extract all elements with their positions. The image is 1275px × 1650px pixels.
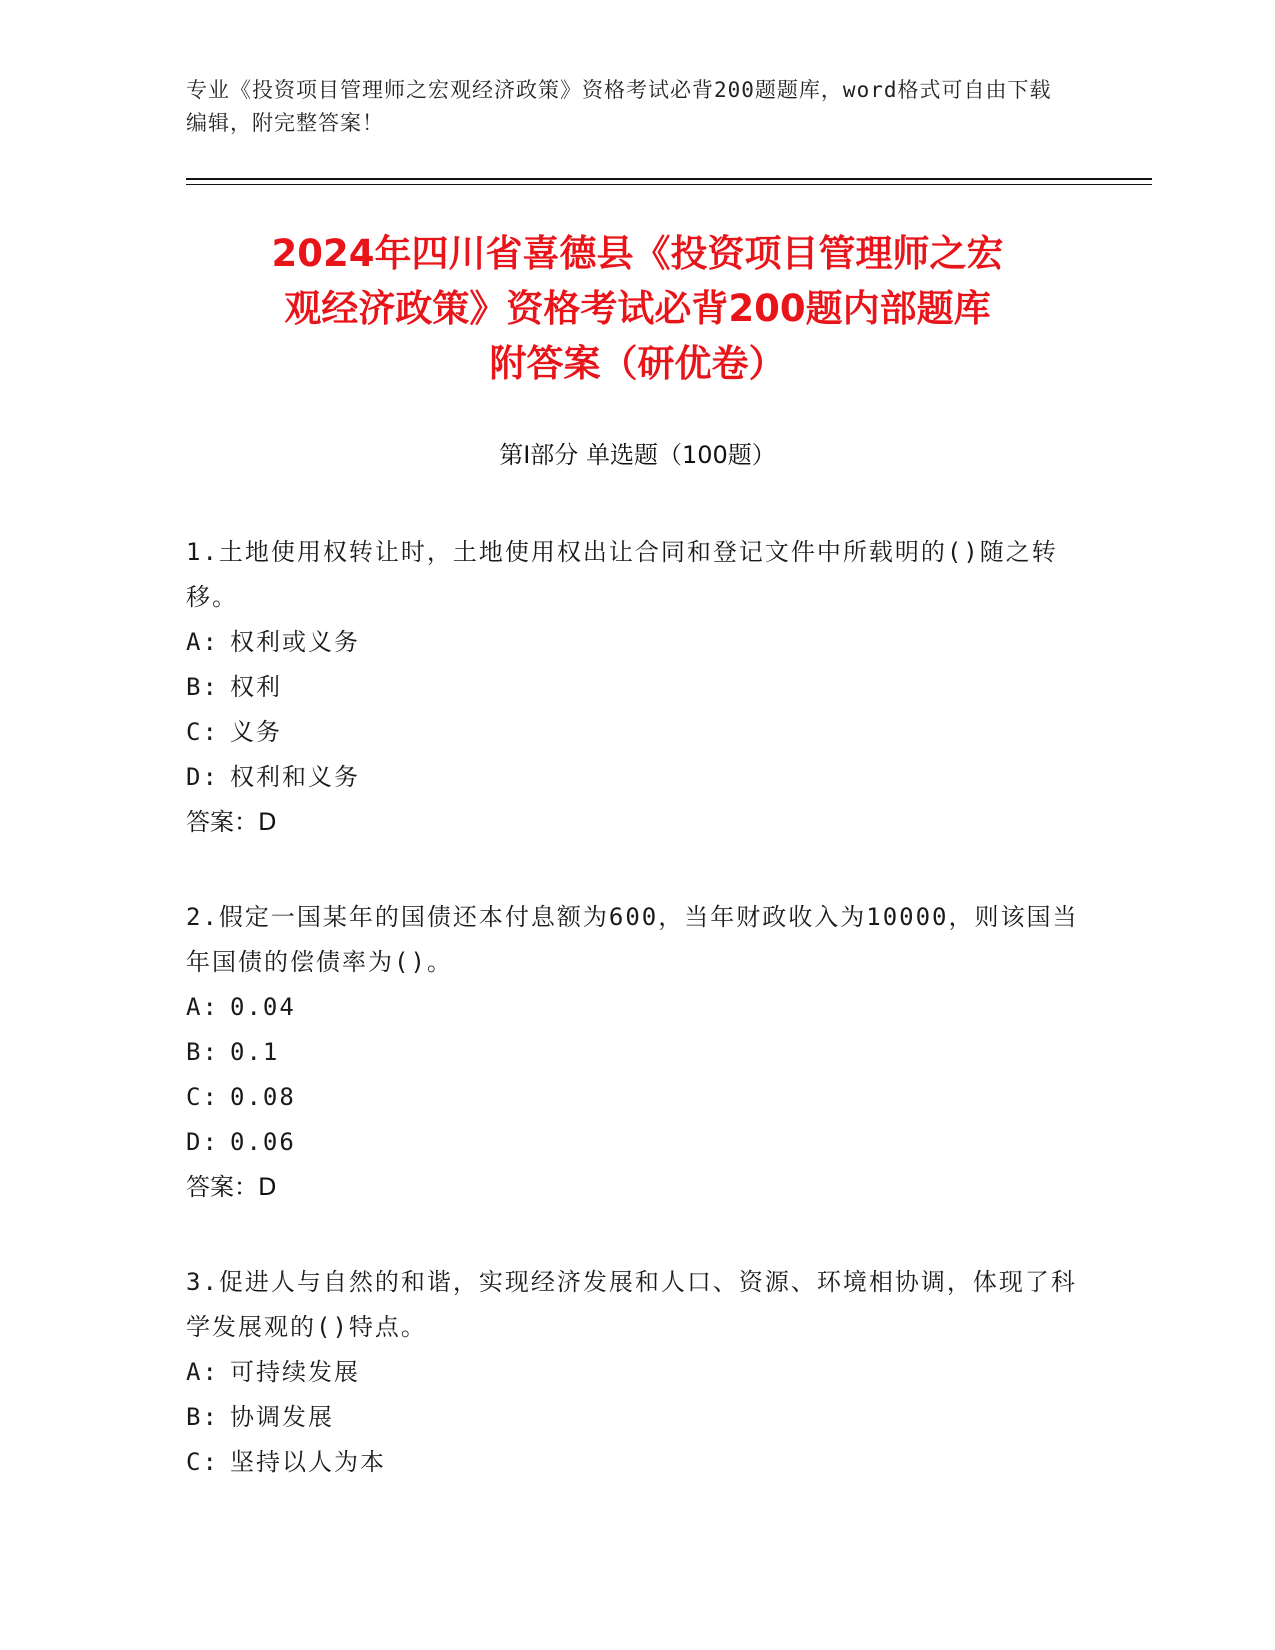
question-stem: 1.土地使用权转让时，土地使用权出让合同和登记文件中所载明的()随之转移。: [186, 538, 1058, 611]
option-text: 协调发展: [230, 1403, 334, 1431]
question-stem: 3.促进人与自然的和谐，实现经济发展和人口、资源、环境相协调，体现了科学发展观的()特点。: [186, 1268, 1077, 1341]
option-text: 义务: [230, 718, 282, 746]
header-note: 专业《投资项目管理师之宏观经济政策》资格考试必背200题题库，word格式可自由下载编辑，附完整答案！: [186, 78, 1052, 135]
option-text: 权利和义务: [230, 763, 360, 791]
document-title-line-2: 观经济政策》资格考试必背200题内部题库: [284, 287, 991, 330]
option-a: [186, 985, 1086, 1030]
option-letter: A:: [186, 628, 219, 656]
option-b: [186, 665, 1086, 710]
option-d: [186, 755, 1086, 800]
answer: 答案：D: [186, 808, 277, 836]
option-letter: B:: [186, 1403, 219, 1431]
option-c: [186, 1075, 1086, 1120]
question-3: [186, 1260, 1086, 1485]
option-c: [186, 710, 1086, 755]
option-text: 权利: [230, 673, 282, 701]
header-divider-thick: [186, 178, 1152, 180]
option-letter: C:: [186, 1083, 219, 1111]
option-letter: D:: [186, 763, 219, 791]
option-letter: B:: [186, 673, 219, 701]
section-heading: 第I部分 单选题（100题）: [499, 441, 776, 469]
option-b: [186, 1030, 1086, 1075]
question-1: [186, 530, 1086, 845]
document-title-line-1: 2024年四川省喜德县《投资项目管理师之宏: [271, 232, 1004, 275]
option-text: 0.04: [230, 993, 296, 1021]
header-divider-thin: [186, 184, 1152, 185]
option-c: [186, 1440, 1086, 1485]
question-list: [186, 530, 1086, 1535]
option-d: [186, 1120, 1086, 1165]
option-text: 0.08: [230, 1083, 296, 1111]
document-title-line-3: 附答案（研优卷）: [489, 342, 786, 385]
option-letter: C:: [186, 1448, 219, 1476]
option-text: 权利或义务: [230, 628, 360, 656]
option-b: [186, 1395, 1086, 1440]
option-text: 0.06: [230, 1128, 296, 1156]
option-a: [186, 620, 1086, 665]
option-letter: D:: [186, 1128, 219, 1156]
option-letter: B:: [186, 1038, 219, 1066]
option-a: [186, 1350, 1086, 1395]
question-stem: 2.假定一国某年的国债还本付息额为600，当年财政收入为10000，则该国当年国债的偿债率为()。: [186, 903, 1079, 976]
option-text: 坚持以人为本: [230, 1448, 386, 1476]
answer: 答案：D: [186, 1173, 277, 1201]
option-letter: C:: [186, 718, 219, 746]
option-letter: A:: [186, 993, 219, 1021]
option-text: 0.1: [230, 1038, 280, 1066]
document-title: [160, 226, 1115, 391]
option-letter: A:: [186, 1358, 219, 1386]
option-text: 可持续发展: [230, 1358, 360, 1386]
question-2: [186, 895, 1086, 1210]
